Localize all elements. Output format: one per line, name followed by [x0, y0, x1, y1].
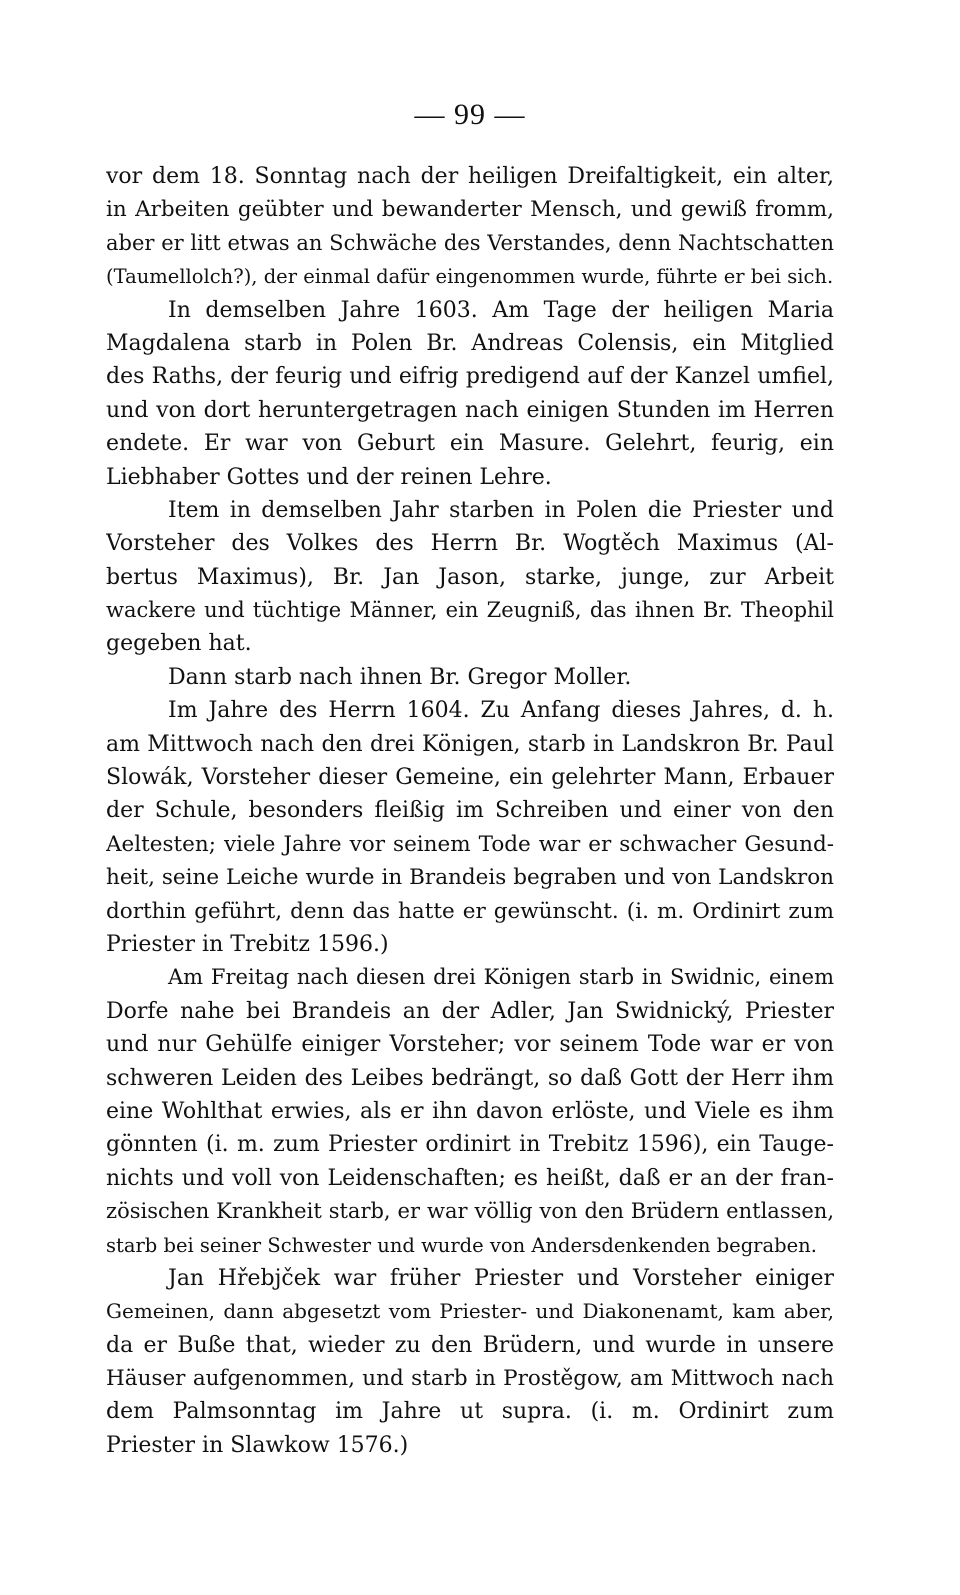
text-line: und nur Gehülfe einiger Vorsteher; vor seinem Tode war er von	[106, 1032, 834, 1058]
page-number: — 99 —	[414, 98, 526, 131]
paragraph-6	[106, 961, 834, 1262]
text-line: Gemeinen, dann abgesetzt vom Priester- und Diakonenamt, kam aber,	[106, 1299, 834, 1324]
text-line: Slowák, Vorsteher dieser Gemeine, ein gelehrter Mann, Erbauer	[106, 765, 834, 791]
paragraph-4	[106, 661, 834, 694]
text-line: Priester in Slawkow 1576.)	[106, 1432, 409, 1458]
text-line: gönnten (i. m. zum Priester ordinirt in Trebitz 1596), ein Tauge-	[106, 1132, 834, 1158]
text-line: vor dem 18. Sonntag nach der heiligen Dreifaltigkeit, ein alter,	[106, 164, 834, 189]
text-line: Am Freitag nach diesen drei Königen starb in Swidnic, einem	[168, 965, 834, 990]
text-line: da er Buße that, wieder zu den Brüdern, und wurde in unsere	[106, 1332, 834, 1358]
text-line: Item in demselben Jahr starben in Polen die Priester und	[168, 497, 834, 523]
text-line: und von dort heruntergetragen nach einigen Stunden im Herren	[106, 397, 834, 423]
paragraph-3	[106, 494, 834, 661]
text-line: der Schule, besonders fleißig im Schreiben und einer von den	[106, 798, 834, 824]
text-line: starb bei seiner Schwester und wurde von Andersdenkenden begraben.	[106, 1233, 817, 1257]
text-line: in Arbeiten geübter und bewanderter Mensch, und gewiß fromm,	[106, 197, 834, 223]
paragraph-5	[106, 694, 834, 961]
text-line: Aeltesten; viele Jahre vor seinem Tode war er schwacher Gesund-	[106, 831, 834, 857]
paragraph-7	[106, 1262, 834, 1462]
text-line: heit, seine Leiche wurde in Brandeis begraben und von Landskron	[106, 865, 834, 891]
text-line: zösischen Krankheit starb, er war völlig von den Brüdern entlassen,	[106, 1199, 834, 1224]
text-line: gegeben hat.	[106, 631, 252, 657]
text-line: schweren Leiden des Leibes bedrängt, so daß Gott der Herr ihm	[106, 1065, 834, 1091]
text-line: bertus Maximus), Br. Jan Jason, starke, junge, zur Arbeit	[106, 564, 834, 590]
text-line: aber er litt etwas an Schwäche des Verstandes, denn Nachtschatten	[106, 230, 834, 255]
text-line: (Taumellolch?), der einmal dafür eingenommen wurde, führte er bei sich.	[106, 265, 834, 289]
text-line: Liebhaber Gottes und der reinen Lehre.	[106, 464, 552, 490]
text-line: dorthin geführt, denn das hatte er gewünscht. (i. m. Ordinirt zum	[106, 898, 834, 924]
text-line: endete. Er war von Geburt ein Masure. Gelehrt, feurig, ein	[106, 431, 834, 457]
text-line: am Mittwoch nach den drei Königen, starb in Landskron Br. Paul	[106, 731, 834, 757]
text-line: Vorsteher des Volkes des Herrn Br. Wogtěch Maximus (Al-	[106, 531, 834, 557]
text-line: Jan Hřebjček war früher Priester und Vorsteher einiger	[168, 1265, 834, 1291]
paragraph-2	[106, 294, 834, 494]
text-line: nichts und voll von Leidenschaften; es heißt, daß er an der fran-	[106, 1165, 834, 1191]
text-line: Im Jahre des Herrn 1604. Zu Anfang dieses Jahres, d. h.	[168, 698, 834, 724]
paragraph-1	[106, 160, 834, 294]
page	[106, 92, 834, 1462]
text-line: Häuser aufgenommen, und starb in Prostěgow, am Mittwoch nach	[106, 1366, 834, 1392]
text-line: Priester in Trebitz 1596.)	[106, 931, 389, 957]
text-line: In demselben Jahre 1603. Am Tage der heiligen Maria	[168, 297, 834, 323]
text-line: Magdalena starb in Polen Br. Andreas Colensis, ein Mitglied	[106, 330, 834, 356]
text-line: wackere und tüchtige Männer, ein Zeugniß, das ihnen Br. Theophil	[106, 598, 834, 623]
text-line: Dann starb nach ihnen Br. Gregor Moller.	[168, 664, 632, 690]
text-line: eine Wohlthat erwies, als er ihn davon erlöste, und Viele es ihm	[106, 1098, 834, 1124]
text-line: dem Palmsonntag im Jahre ut supra. (i. m. Ordinirt zum	[106, 1399, 834, 1425]
text-line: des Raths, der feurig und eifrig predigend auf der Kanzel umfiel,	[106, 364, 834, 390]
text-line: Dorfe nahe bei Brandeis an der Adler, Jan Swidnický, Priester	[106, 998, 834, 1024]
